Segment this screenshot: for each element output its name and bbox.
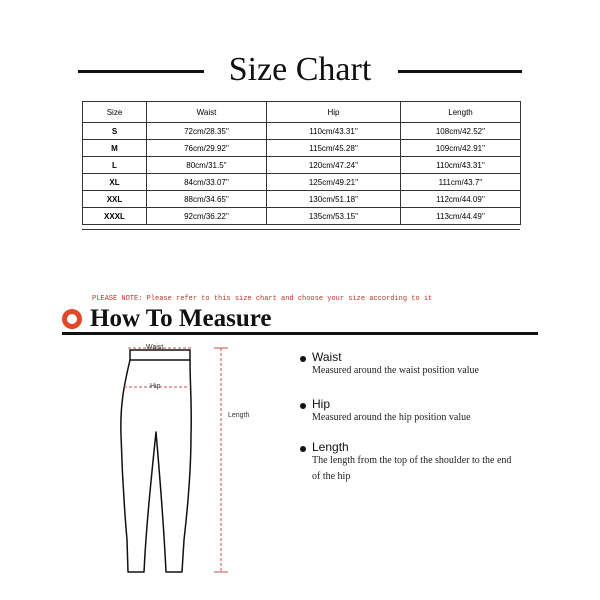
table-header-cell: Length [401, 102, 521, 123]
measure-item-text: Measured around the hip position value [312, 412, 471, 423]
waist-cell: 92cm/36.22'' [147, 208, 267, 225]
measure-item-text: The length from the top of the shoulder to the end of the hip [312, 455, 512, 482]
size-cell: S [83, 123, 147, 140]
circle-bullet-icon [62, 309, 82, 329]
measure-item-title: Waist [312, 350, 342, 364]
size-cell: M [83, 140, 147, 157]
title-rule-left [78, 70, 204, 73]
hip-cell: 125cm/49.21'' [267, 174, 401, 191]
size-cell: XXXL [83, 208, 147, 225]
leggings-outline-icon [100, 340, 300, 590]
length-cell: 109cm/42.91'' [401, 140, 521, 157]
length-cell: 112cm/44.09'' [401, 191, 521, 208]
waist-cell: 84cm/33.07'' [147, 174, 267, 191]
hip-cell: 120cm/47.24'' [267, 157, 401, 174]
table-bottom-rule [82, 229, 520, 230]
table-row [83, 140, 521, 157]
figure-label-hip: Hip [150, 383, 161, 390]
table-row [83, 174, 521, 191]
waist-cell: 80cm/31.5'' [147, 157, 267, 174]
figure-label-waist: Waist [146, 344, 164, 351]
length-cell: 108cm/42.52'' [401, 123, 521, 140]
bullet-icon [300, 446, 306, 452]
table-row [83, 157, 521, 174]
length-cell: 113cm/44.49'' [401, 208, 521, 225]
bullet-icon [300, 403, 306, 409]
table-header-cell: Hip [267, 102, 401, 123]
measure-item-title: Hip [312, 397, 331, 411]
figure-label-length: Length [228, 412, 250, 419]
table-header-cell: Waist [147, 102, 267, 123]
title-rule-right [398, 70, 522, 73]
length-cell: 110cm/43.31'' [401, 157, 521, 174]
measure-item-text: Measured around the waist position value [312, 365, 479, 376]
size-cell: XL [83, 174, 147, 191]
table-row [83, 191, 521, 208]
size-note: PLEASE NOTE: Please refer to this size chart and choose your size according to it [92, 295, 433, 303]
page-title: Size Chart [228, 51, 372, 88]
leggings-diagram [100, 340, 300, 590]
waist-cell: 88cm/34.65'' [147, 191, 267, 208]
table-header-row [83, 102, 521, 123]
hip-cell: 130cm/51.18'' [267, 191, 401, 208]
table-row [83, 208, 521, 225]
size-chart-table [82, 101, 521, 225]
size-cell: L [83, 157, 147, 174]
table-header-cell: Size [83, 102, 147, 123]
length-cell: 111cm/43.7'' [401, 174, 521, 191]
measure-heading-rule [62, 332, 538, 335]
waist-cell: 72cm/28.35'' [147, 123, 267, 140]
size-cell: XXL [83, 191, 147, 208]
hip-cell: 135cm/53.15'' [267, 208, 401, 225]
measure-heading-text: How To Measure [90, 305, 272, 332]
bullet-icon [300, 356, 306, 362]
waist-cell: 76cm/29.92'' [147, 140, 267, 157]
measure-item-title: Length [312, 440, 349, 454]
hip-cell: 115cm/45.28'' [267, 140, 401, 157]
table-row [83, 123, 521, 140]
hip-cell: 110cm/43.31'' [267, 123, 401, 140]
